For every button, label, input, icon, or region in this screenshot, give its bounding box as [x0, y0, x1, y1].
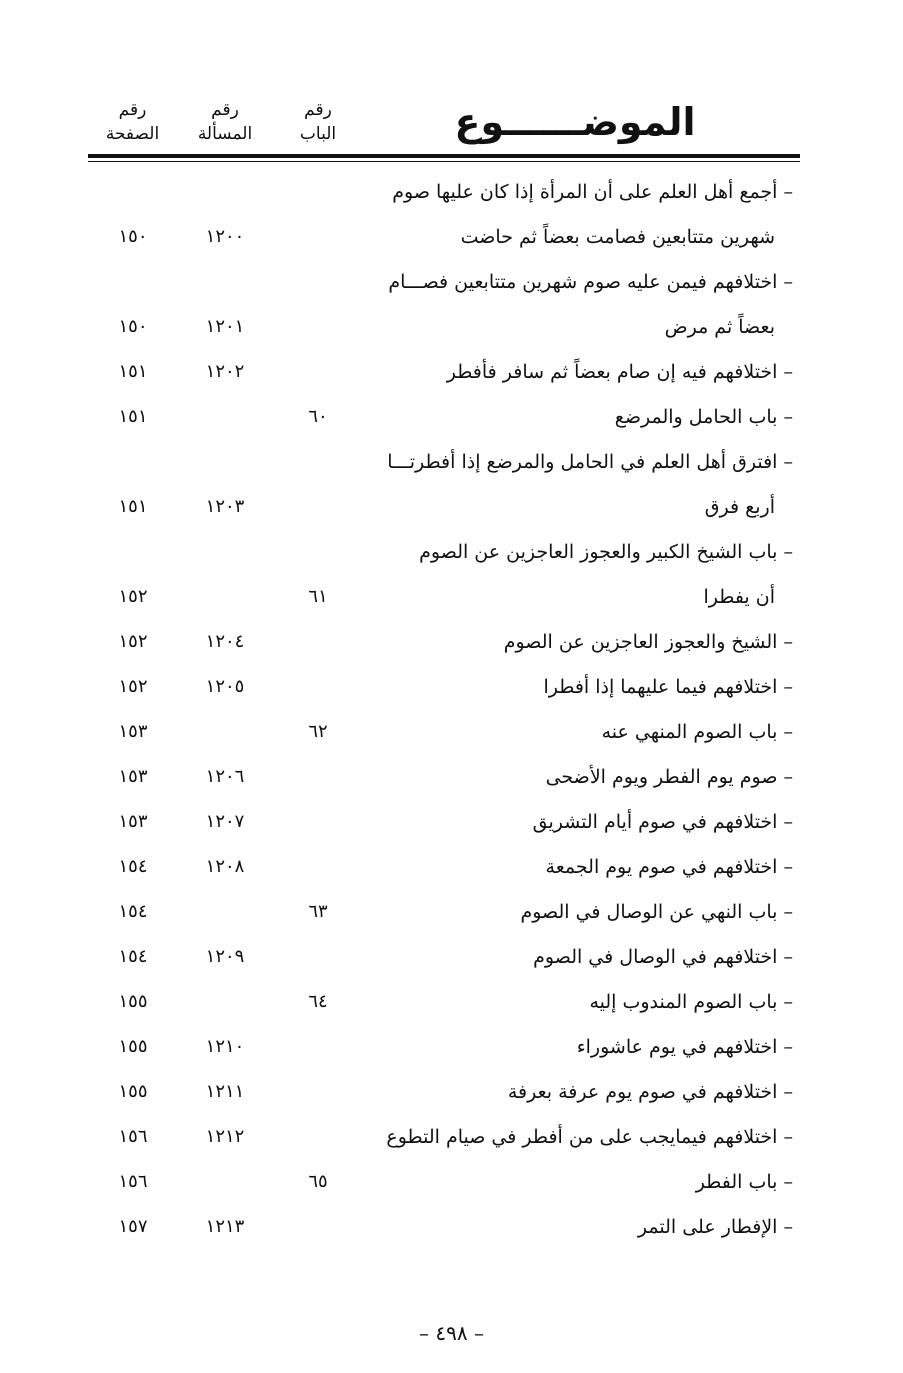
page-ref: ١٥٤ — [118, 856, 148, 877]
table-row — [0, 939, 903, 975]
masala-number: ١٢١٠ — [205, 1036, 245, 1057]
masala-header-line1: رقم — [211, 100, 239, 120]
page-ref: ١٥٧ — [118, 1216, 148, 1237]
masala-number: ١٢٠٩ — [205, 946, 245, 967]
safha-column-header — [85, 98, 180, 146]
table-row — [0, 264, 903, 300]
page-ref: ١٥٤ — [118, 946, 148, 967]
table-row — [0, 894, 903, 930]
masala-number: ١٢١٣ — [205, 1216, 245, 1237]
table-row — [0, 804, 903, 840]
masala-number: ١٢٠٠ — [205, 226, 245, 247]
bab-number: ٦٢ — [308, 721, 328, 742]
table-row — [0, 354, 903, 390]
page-ref: ١٥١ — [118, 406, 148, 427]
topic-text: – باب النهي عن الوصال في الصوم — [520, 901, 793, 923]
bab-number: ٦٣ — [308, 901, 328, 922]
masala-number: ١٢٠٣ — [205, 496, 245, 517]
page-ref: ١٥٣ — [118, 811, 148, 832]
topic-text: – اختلافهم في صوم يوم عرفة بعرفة — [507, 1081, 793, 1103]
topic-text: – صوم يوم الفطر ويوم الأضحى — [545, 766, 793, 788]
masala-number: ١٢٠٦ — [205, 766, 245, 787]
page-number: – ٤٩٨ – — [419, 1321, 484, 1345]
topic-text: – الشيخ والعجوز العاجزين عن الصوم — [503, 631, 793, 653]
topic-text: – اختلافهم فيما عليهما إذا أفطرا — [543, 676, 793, 698]
masala-column-header — [180, 98, 270, 146]
table-row — [0, 1209, 903, 1245]
table-row — [0, 579, 903, 615]
topic-text: – باب الصوم المندوب إليه — [589, 991, 793, 1013]
table-row — [0, 984, 903, 1020]
table-row — [0, 1164, 903, 1200]
table-row — [0, 1029, 903, 1065]
page-ref: ١٥٠ — [118, 226, 148, 247]
bab-number: ٦٠ — [308, 406, 328, 427]
page-ref: ١٥٥ — [118, 991, 148, 1012]
topic-text: – باب الصوم المنهي عنه — [601, 721, 793, 743]
page-ref: ١٥٦ — [118, 1171, 148, 1192]
topic-text: بعضاً ثم مرض — [664, 316, 775, 338]
bab-number: ٦١ — [308, 586, 328, 607]
page-ref: ١٥٥ — [118, 1036, 148, 1057]
topic-text: – الإفطار على التمر — [637, 1216, 793, 1238]
topic-text: – أجمع أهل العلم على أن المرأة إذا كان عليها صوم — [392, 181, 793, 203]
topic-text: – اختلافهم فيمايجب على من أفطر في صيام التطوع — [386, 1126, 793, 1148]
table-row — [0, 669, 903, 705]
header-rule-thick — [88, 154, 800, 158]
topic-text: أربع فرق — [704, 496, 775, 518]
topic-text: شهرين متتابعين فصامت بعضاً ثم حاضت — [460, 226, 775, 248]
masala-number: ١٢٠٤ — [205, 631, 245, 652]
page-ref: ١٥١ — [118, 496, 148, 517]
bab-header-line1: رقم — [304, 100, 332, 120]
topic-text: – اختلافهم في يوم عاشوراء — [576, 1036, 793, 1058]
table-row — [0, 849, 903, 885]
masala-number: ١٢١١ — [205, 1081, 245, 1102]
page-ref: ١٥٢ — [118, 631, 148, 652]
masala-number: ١٢٠٧ — [205, 811, 245, 832]
safha-header-line2: الصفحة — [105, 124, 160, 144]
header-rule-thin — [88, 161, 800, 162]
bab-column-header — [283, 98, 353, 146]
topic-text: – باب الفطر — [695, 1171, 793, 1193]
topic-text: – اختلافهم فيمن عليه صوم شهرين متتابعين فصـــام — [388, 271, 793, 293]
topic-column-title: الموضــــــوع — [454, 100, 696, 144]
table-row — [0, 489, 903, 525]
masala-number: ١٢٠٨ — [205, 856, 245, 877]
topic-text: أن يفطرا — [703, 586, 775, 608]
topic-text: – اختلافهم في الوصال في الصوم — [533, 946, 793, 968]
topic-text: – افترق أهل العلم في الحامل والمرضع إذا أفطرتـــا — [387, 451, 793, 473]
page-ref: ١٥٥ — [118, 1081, 148, 1102]
topic-text: – اختلافهم فيه إن صام بعضاً ثم سافر فأفطر — [446, 361, 793, 383]
table-row — [0, 174, 903, 210]
table-row — [0, 1119, 903, 1155]
page-ref: ١٥٢ — [118, 676, 148, 697]
masala-number: ١٢٠١ — [205, 316, 245, 337]
table-row — [0, 399, 903, 435]
table-row — [0, 444, 903, 480]
bab-number: ٦٥ — [308, 1171, 328, 1192]
topic-text: – اختلافهم في صوم أيام التشريق — [532, 811, 793, 833]
page-ref: ١٥٤ — [118, 901, 148, 922]
masala-number: ١٢٠٥ — [205, 676, 245, 697]
page-ref: ١٥٠ — [118, 316, 148, 337]
page-ref: ١٥٣ — [118, 766, 148, 787]
topic-text: – باب الحامل والمرضع — [614, 406, 793, 428]
page-ref: ١٥١ — [118, 361, 148, 382]
page-ref: ١٥٦ — [118, 1126, 148, 1147]
bab-number: ٦٤ — [308, 991, 328, 1012]
topic-text: – اختلافهم في صوم يوم الجمعة — [545, 856, 793, 878]
table-row — [0, 759, 903, 795]
masala-number: ١٢١٢ — [205, 1126, 245, 1147]
table-row — [0, 1074, 903, 1110]
table-row — [0, 219, 903, 255]
table-row — [0, 309, 903, 345]
page-ref: ١٥٢ — [118, 586, 148, 607]
page-ref: ١٥٣ — [118, 721, 148, 742]
bab-header-line2: الباب — [299, 124, 337, 144]
safha-header-line1: رقم — [118, 100, 147, 120]
table-row — [0, 534, 903, 570]
table-row — [0, 714, 903, 750]
masala-number: ١٢٠٢ — [205, 361, 245, 382]
table-row — [0, 624, 903, 660]
topic-text: – باب الشيخ الكبير والعجوز العاجزين عن الصوم — [419, 541, 793, 563]
masala-header-line2: المسألة — [197, 124, 253, 144]
